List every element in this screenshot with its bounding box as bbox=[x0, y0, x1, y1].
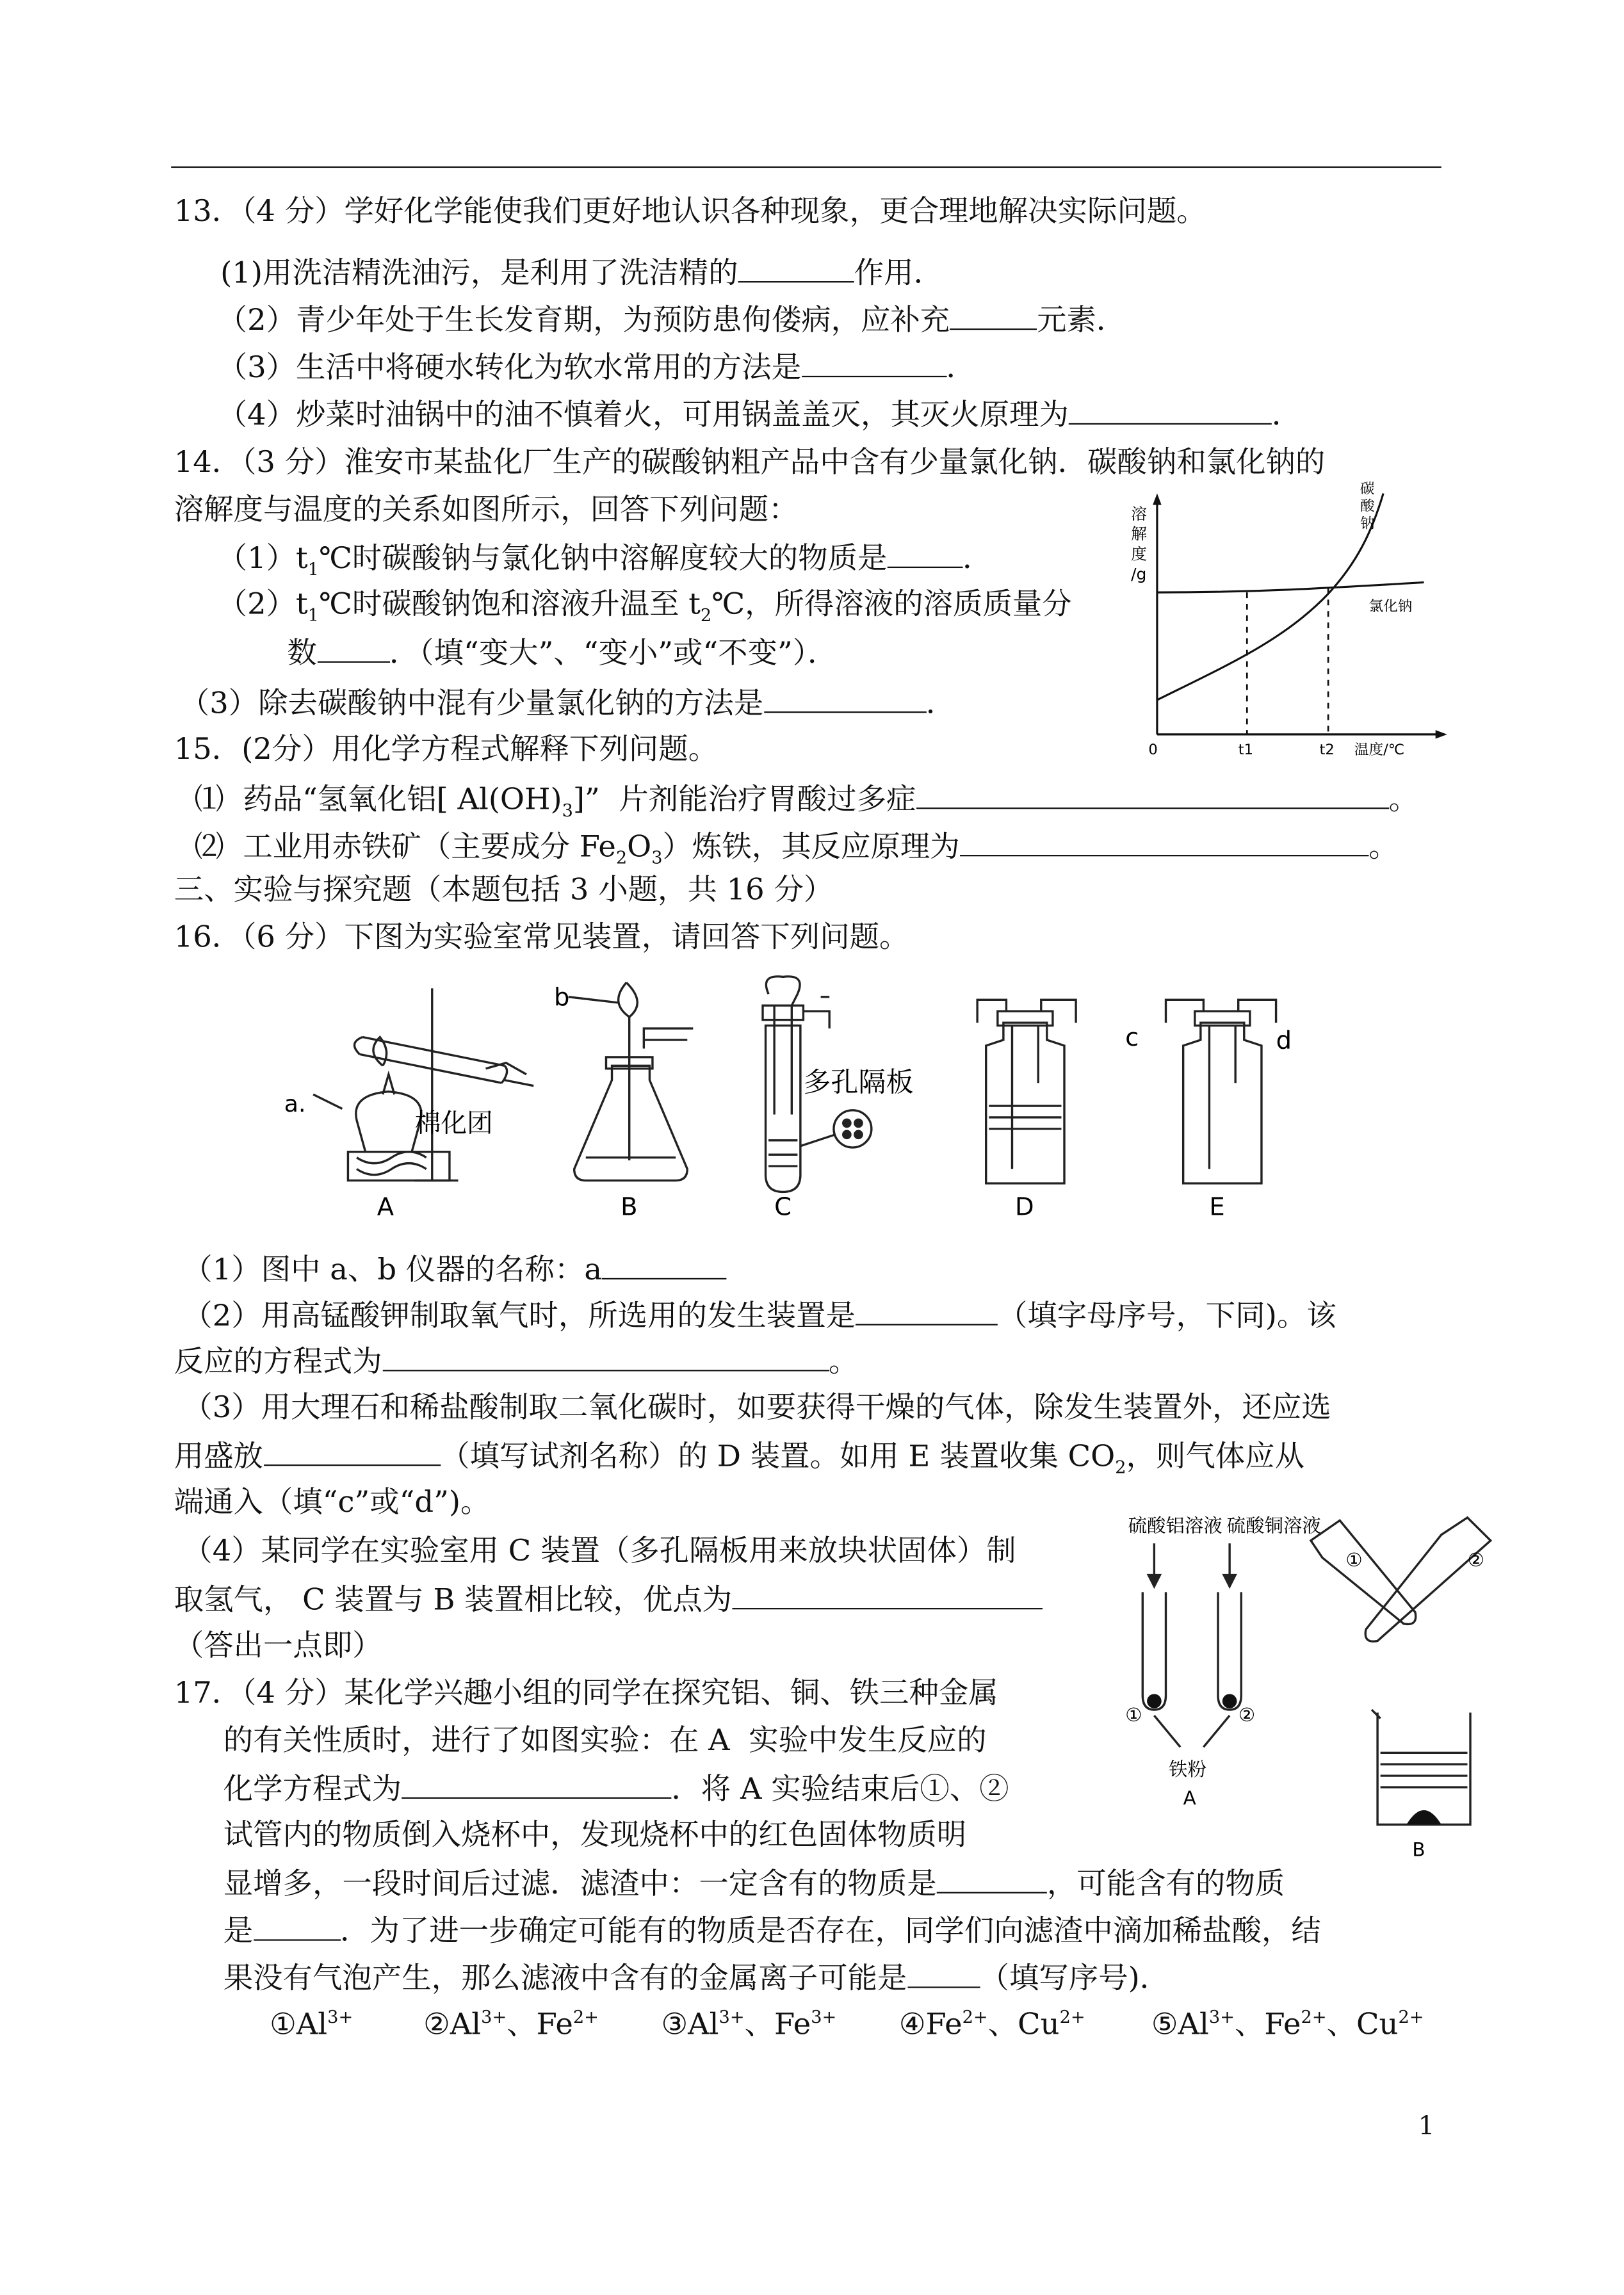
answer-blank[interactable] bbox=[763, 683, 926, 713]
text: （4）炒菜时油锅中的油不慎着火，可用锅盖盖灭，其灭火原理为 bbox=[217, 397, 1069, 432]
subscript: 1 bbox=[307, 559, 319, 580]
q17-option-5 bbox=[1151, 2006, 1424, 2043]
q16-part3-cont2: 端通入（填“c”或“d”)。 bbox=[174, 1484, 491, 1520]
text: （2）青少年处于生长发育期，为预防患佝偻病，应补充 bbox=[217, 302, 950, 337]
label-E: E bbox=[1209, 1192, 1225, 1222]
label-d: d bbox=[1276, 1026, 1292, 1055]
q16-head: 16．（6 分）下图为实验室常见装置，请回答下列问题。 bbox=[174, 919, 909, 954]
superscript: 3+ bbox=[481, 2007, 507, 2027]
origin-label: 0 bbox=[1148, 742, 1158, 759]
subscript: 2 bbox=[1115, 1457, 1126, 1478]
label-copper-sulfate: 硫酸铜溶液 bbox=[1226, 1514, 1321, 1537]
q14-part3 bbox=[180, 683, 956, 721]
y-axis-arrow bbox=[1153, 494, 1162, 505]
x-axis-arrow bbox=[1436, 730, 1447, 738]
label-porous-plate: 多孔隔板 bbox=[803, 1066, 914, 1099]
answer-blank[interactable] bbox=[960, 826, 1369, 856]
y-label-2: 解 bbox=[1131, 524, 1148, 544]
page-number: 1 bbox=[1418, 2111, 1435, 2142]
text: ． bbox=[925, 685, 956, 720]
text: ⑵ 工业用赤铁矿（主要成分 Fe bbox=[194, 829, 616, 864]
text: O bbox=[627, 829, 652, 864]
text: ①Al bbox=[270, 2006, 328, 2041]
t2-label: t2 bbox=[1319, 742, 1335, 759]
text: 是 bbox=[223, 1913, 254, 1948]
superscript: 3+ bbox=[719, 2007, 745, 2027]
text: ，则气体应从 bbox=[1126, 1438, 1305, 1473]
text: 。 bbox=[829, 1343, 859, 1379]
label-D: D bbox=[1015, 1192, 1034, 1222]
text: 、Fe bbox=[1234, 2006, 1301, 2041]
q16-part2 bbox=[183, 1295, 1336, 1334]
q16-part4: （4）某同学在实验室用 C 装置（多孔隔板用来放块状固体）制 bbox=[183, 1533, 1016, 1568]
metal-experiment-figure bbox=[1102, 1500, 1491, 1861]
section-3-title: 三、实验与探究题（本题包括 3 小题，共 16 分） bbox=[174, 872, 834, 907]
superscript: 3+ bbox=[1208, 2007, 1235, 2027]
q13-part4 bbox=[218, 394, 1302, 433]
q15-head: 15．(2分）用化学方程式解释下列问题。 bbox=[174, 731, 719, 766]
text: ． bbox=[962, 540, 993, 576]
superscript: 3+ bbox=[327, 2007, 353, 2027]
text: 、Cu bbox=[987, 2006, 1060, 2041]
text: 、Fe bbox=[507, 2006, 573, 2041]
sodium-carbonate-curve bbox=[1157, 494, 1383, 701]
q17-line3 bbox=[223, 1769, 1009, 1807]
answer-blank[interactable] bbox=[907, 1958, 979, 1988]
text: ℃，所得溶液的溶质质量分 bbox=[711, 587, 1072, 621]
text: （2）用高锰酸钾制取氧气时，所选用的发生装置是 bbox=[183, 1298, 856, 1333]
q13-part2 bbox=[218, 300, 1126, 338]
superscript: 2+ bbox=[572, 2007, 599, 2027]
text: ． bbox=[946, 350, 976, 385]
text: （填写试剂名称）的 D 装置。如用 E 装置收集 CO bbox=[440, 1438, 1116, 1473]
q17-line1: 17．（4 分）某化学兴趣小组的同学在探究铝、铜、铁三种金属 bbox=[174, 1675, 998, 1710]
text: 作用． bbox=[854, 255, 944, 290]
text: 。 bbox=[1368, 829, 1399, 864]
q16-part1 bbox=[183, 1249, 726, 1288]
text: 反应的方程式为 bbox=[174, 1343, 382, 1379]
apparatus-a bbox=[313, 988, 533, 1180]
label-b: b bbox=[553, 983, 570, 1012]
text: ]” 片剂能治疗胃酸过多症 bbox=[572, 781, 916, 816]
q17-line6 bbox=[223, 1911, 1321, 1949]
text: 、Cu bbox=[1326, 2006, 1399, 2041]
answer-blank[interactable] bbox=[738, 252, 854, 282]
text: （3）除去碳酸钠中混有少量氯化钠的方法是 bbox=[179, 685, 764, 720]
text: ，可能含有的物质 bbox=[1046, 1866, 1285, 1901]
text: 化学方程式为 bbox=[223, 1771, 402, 1806]
q15-part1 bbox=[194, 779, 1419, 821]
subscript: 1 bbox=[307, 605, 319, 626]
text: ℃时碳酸钠与氯化钠中溶解度较大的物质是 bbox=[318, 540, 888, 576]
q14-part1 bbox=[217, 538, 993, 580]
q17-line4: 试管内的物质倒入烧杯中，发现烧杯中的红色固体物质明 bbox=[223, 1817, 967, 1852]
subscript: 2 bbox=[615, 848, 628, 868]
y-label-3: 度 bbox=[1131, 544, 1148, 564]
x-label: 温度/℃ bbox=[1354, 742, 1405, 759]
y-label-4: /g bbox=[1131, 565, 1147, 583]
answer-blank[interactable] bbox=[317, 633, 389, 663]
curve1-label-2: 酸 bbox=[1360, 498, 1375, 515]
answer-blank[interactable] bbox=[801, 347, 946, 377]
label-iron-powder: 铁粉 bbox=[1169, 1758, 1206, 1781]
label-tube-1-poured: ① bbox=[1345, 1549, 1363, 1571]
q16-part3-cont bbox=[174, 1436, 1305, 1478]
apparatus-d bbox=[977, 1000, 1076, 1183]
apparatus-b bbox=[569, 982, 694, 1180]
text: ②Al bbox=[423, 2006, 482, 2041]
text: ℃时碳酸钠饱和溶液升温至 t bbox=[318, 587, 701, 621]
text: 用盛放 bbox=[174, 1438, 263, 1473]
q17-line5 bbox=[223, 1863, 1285, 1902]
answer-blank[interactable] bbox=[602, 1249, 727, 1279]
answer-blank[interactable] bbox=[937, 1863, 1047, 1894]
label-exp-B: B bbox=[1412, 1838, 1425, 1861]
q17-line7 bbox=[223, 1958, 1169, 1997]
subscript: 3 bbox=[651, 848, 663, 868]
label-B: B bbox=[621, 1192, 638, 1222]
curve2-label: 氯化钠 bbox=[1368, 598, 1413, 615]
curve1-label-1: 碳 bbox=[1360, 480, 1375, 498]
q17-line2: 的有关性质时，进行了如图实验：在 A 实验中发生反应的 bbox=[223, 1723, 987, 1757]
answer-blank[interactable] bbox=[916, 779, 1388, 809]
red-solid bbox=[1406, 1810, 1441, 1824]
q13-head: 13．（4 分）学好化学能使我们更好地认识各种现象，更合理地解决实际问题。 bbox=[174, 193, 1206, 229]
q16-part4-cont bbox=[174, 1579, 1043, 1618]
q17-option-3 bbox=[662, 2006, 837, 2043]
text: （1）t bbox=[217, 540, 308, 576]
text: （3）生活中将硬水转化为软水常用的方法是 bbox=[217, 350, 802, 385]
answer-blank[interactable] bbox=[887, 538, 962, 568]
solubility-graph bbox=[1125, 482, 1450, 758]
q13-part3 bbox=[218, 347, 976, 385]
q15-part2 bbox=[194, 826, 1399, 868]
answer-blank[interactable] bbox=[950, 300, 1037, 330]
label-aluminium-sulfate: 硫酸铝溶液 bbox=[1128, 1514, 1222, 1537]
label-C: C bbox=[774, 1192, 792, 1222]
text: ．为了进一步确定可能有的物质是否存在，同学们向滤渣中滴加稀盐酸，结 bbox=[339, 1913, 1321, 1948]
text: （2）t bbox=[217, 587, 308, 621]
text: 果没有气泡产生，那么滤液中含有的金属离子可能是 bbox=[223, 1961, 907, 1995]
q14-head2: 溶解度与温度的关系如图所示，回答下列问题： bbox=[174, 492, 799, 527]
label-tube-1: ① bbox=[1125, 1704, 1142, 1726]
text: ⑴ 药品“氢氧化铝[ Al(OH) bbox=[194, 781, 562, 816]
answer-blank[interactable] bbox=[402, 1769, 671, 1799]
q17-option-2 bbox=[423, 2006, 599, 2043]
top-rule bbox=[171, 166, 1441, 168]
text: ⑤Al bbox=[1151, 2006, 1209, 2041]
answer-blank[interactable] bbox=[732, 1579, 1043, 1609]
text: 显增多，一段时间后过滤．滤渣中：一定含有的物质是 bbox=[223, 1866, 937, 1901]
text: ．将 A 实验结束后①、② bbox=[671, 1771, 1009, 1806]
q14-part2 bbox=[217, 585, 1072, 626]
text: (1)用洗洁精洗油污，是利用了洗洁精的 bbox=[220, 255, 738, 290]
apparatus-e bbox=[1165, 1000, 1276, 1183]
text: 取氢气， C 装置与 B 装置相比较，优点为 bbox=[174, 1582, 733, 1617]
text: （填写序号)． bbox=[979, 1961, 1170, 1995]
apparatus-figure bbox=[275, 968, 1319, 1224]
text: ．（填“变大”、“变小”或“不变”）． bbox=[389, 635, 838, 670]
text: ④Fe bbox=[898, 2006, 962, 2041]
text: ． bbox=[1271, 397, 1302, 432]
subscript: 3 bbox=[562, 800, 573, 821]
q17-option-1 bbox=[270, 2006, 353, 2043]
label-tube-2: ② bbox=[1238, 1704, 1256, 1726]
superscript: 2+ bbox=[962, 2007, 988, 2027]
label-exp-A: A bbox=[1183, 1787, 1196, 1809]
text: 元素． bbox=[1037, 302, 1126, 337]
answer-blank[interactable] bbox=[856, 1295, 998, 1326]
q16-part2-cont bbox=[174, 1341, 859, 1379]
answer-blank[interactable] bbox=[253, 1911, 340, 1941]
answer-blank[interactable] bbox=[263, 1436, 440, 1466]
label-cotton: 棉化团 bbox=[414, 1107, 493, 1139]
q13-part1 bbox=[220, 252, 943, 291]
text: ③Al bbox=[661, 2006, 719, 2041]
q17-option-4 bbox=[899, 2006, 1085, 2043]
y-label-1: 溶 bbox=[1131, 505, 1148, 523]
text: ）炼铁，其反应原理为 bbox=[662, 829, 960, 864]
answer-blank[interactable] bbox=[382, 1341, 829, 1371]
label-tube-2-poured: ② bbox=[1467, 1549, 1484, 1571]
text: 。 bbox=[1388, 781, 1419, 816]
curve1-label-3: 钠 bbox=[1360, 515, 1375, 532]
sodium-chloride-curve bbox=[1157, 582, 1424, 592]
iron-powder-1 bbox=[1147, 1694, 1162, 1708]
text: （1）图中 a、b 仪器的名称：a bbox=[183, 1252, 603, 1287]
t1-label: t1 bbox=[1238, 742, 1253, 759]
superscript: 2+ bbox=[1059, 2007, 1085, 2027]
label-a: a. bbox=[284, 1091, 306, 1117]
q16-part4-note: （答出一点即） bbox=[174, 1628, 382, 1663]
superscript: 2+ bbox=[1398, 2007, 1424, 2027]
iron-powder-2 bbox=[1222, 1694, 1237, 1708]
subscript: 2 bbox=[700, 605, 712, 626]
q16-part3: （3）用大理石和稀盐酸制取二氧化碳时，如要获得干燥的气体，除发生装置外，还应选 bbox=[183, 1390, 1331, 1425]
label-A: A bbox=[377, 1192, 394, 1222]
text: （填字母序号，下同)。该 bbox=[997, 1298, 1336, 1333]
text: 、Fe bbox=[744, 2006, 811, 2041]
label-c: c bbox=[1125, 1023, 1139, 1052]
answer-blank[interactable] bbox=[1069, 394, 1272, 425]
q14-head: 14．（3 分）淮安市某盐化厂生产的碳酸钠粗产品中含有少量氯化钠．碳酸钠和氯化钠的 bbox=[174, 444, 1326, 480]
q14-part2-cont bbox=[287, 633, 837, 671]
superscript: 2+ bbox=[1301, 2007, 1327, 2027]
text: 数 bbox=[287, 635, 317, 670]
superscript: 3+ bbox=[811, 2007, 837, 2027]
